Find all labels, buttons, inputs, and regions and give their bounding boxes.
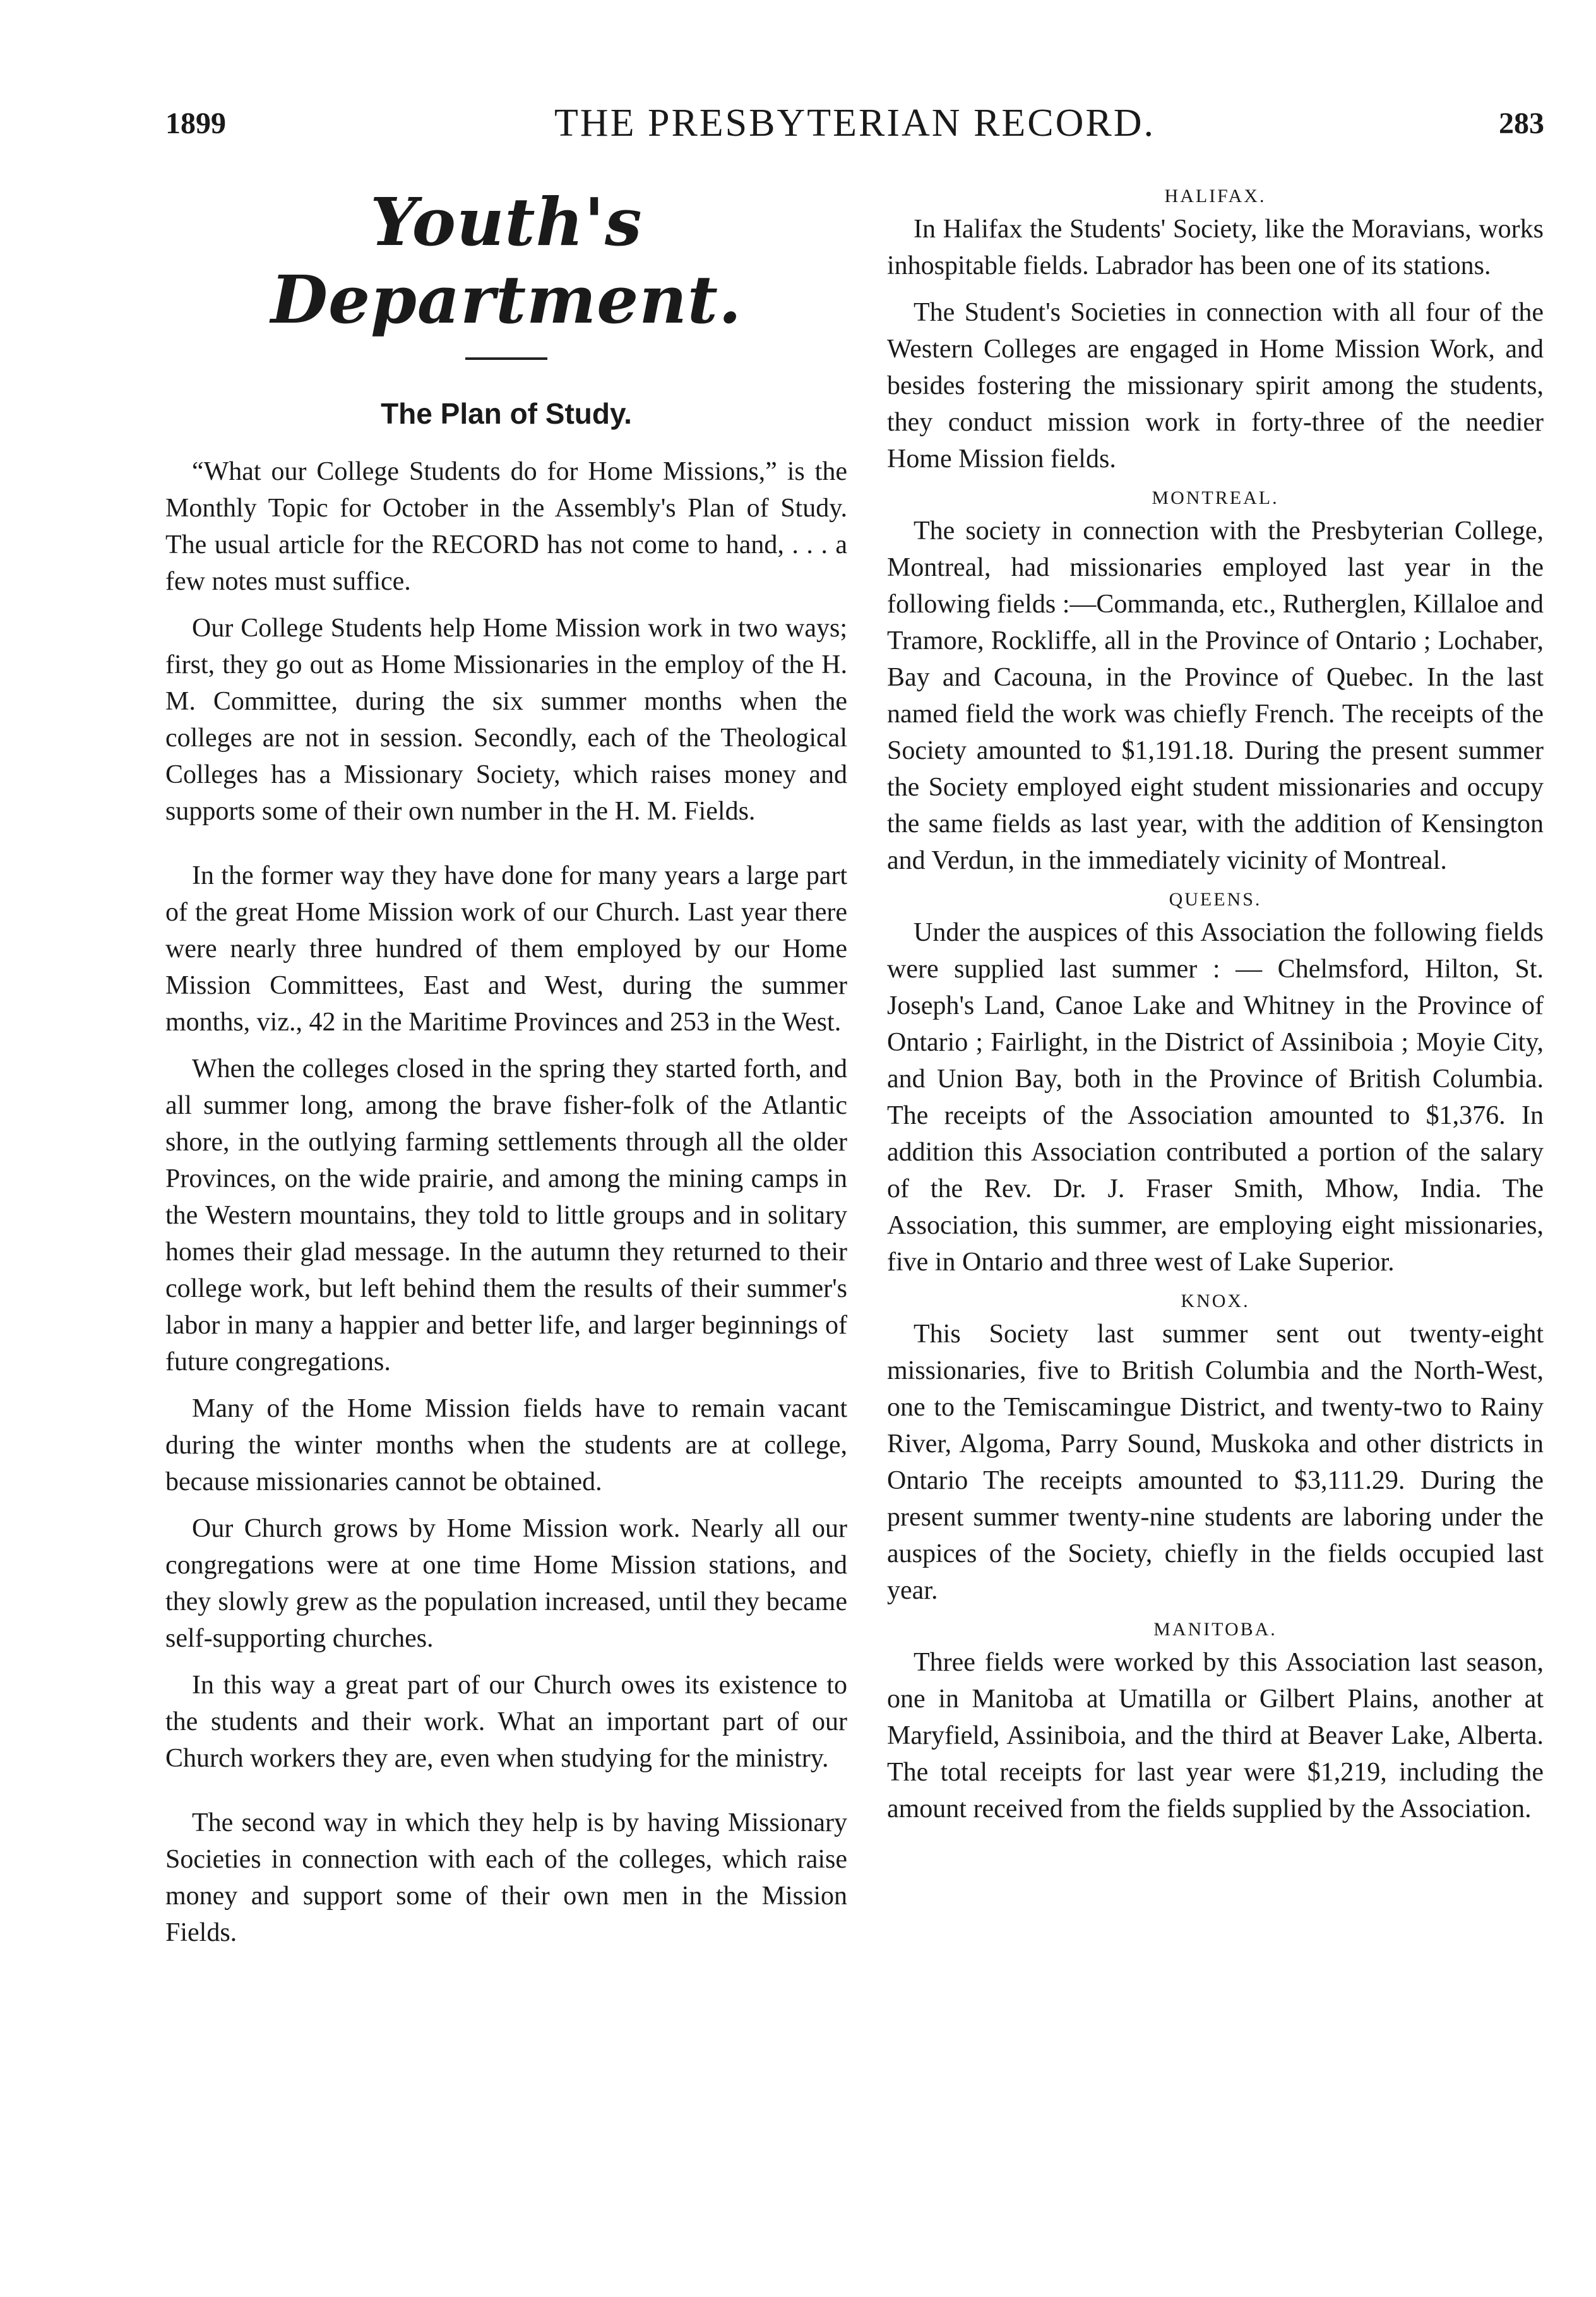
paragraph: Under the auspices of this Association the following fields were supplied last summer : — Chelmsford, Hilton, St. Joseph's Land, Canoe Lake and Whitney in the Province of Ontario ; Fairlight, in the District of Assiniboia ; Moyie City, and Union Bay, both in the Province of British Columbia. The receipts of the Association amounted to $1,376. In addition this Association contributed a portion of the salary of the Rev. Dr. J. Fraser Smith, Mhow, India. The Association, this summer, are employing eight missionaries, five in Ontario and three west of Lake Superior. <box>887 918 1544 1277</box>
paragraph: The Student's Societies in connection with all four of the Western Colleges are engaged in Home Mission Work, and besides fostering the missionary spirit among the students, they conduct mission work in forty-three of the needier Home Mission fields. <box>887 298 1544 474</box>
left-column <box>165 183 847 1961</box>
department-title: Youth's Department. <box>270 183 742 338</box>
title-rule <box>465 357 547 360</box>
paragraph: In Halifax the Students' Society, like the Moravians, works inhospitable fields. Labrador has been one of its stations. <box>887 215 1544 280</box>
paragraph: This Society last summer sent out twenty-eight missionaries, five to British Columbia and the North-West, one to the Temiscamingue District, and twenty-two to Rainy River, Algoma, Parry Sound, Muskoka and other districts in Ontario The receipts amounted to $3,111.29. During the present summer twenty-nine students are laboring under the auspices of the Society, chiefly in the fields occupied last year. <box>887 1320 1544 1605</box>
header-year: 1899 <box>165 107 226 140</box>
subheading-knox: KNOX. <box>1181 1291 1250 1311</box>
subheading-manitoba: MANITOBA. <box>1153 1619 1277 1640</box>
subheading-halifax: HALIFAX. <box>1164 186 1266 206</box>
paragraph: When the colleges closed in the spring they started forth, and all summer long, among the brave fisher-folk of the Atlantic shore, in the outlying farming settlements through all the older Provinces, on the wide prairie, and among the mining camps in the Western mountains, they told to little groups and in solitary homes their glad message. In the autumn they returned to their college work, but left behind them the results of their summer's labor in many a happier and better life, and larger beginnings of future congregations. <box>165 1054 847 1376</box>
paragraph: Our Church grows by Home Mission work. Nearly all our congregations were at one time Home Mission stations, and they slowly grew as the population increased, until they became self-supporting churches. <box>165 1514 847 1653</box>
right-column <box>887 183 1544 1837</box>
header-page-number: 283 <box>1499 107 1544 140</box>
section-title: The Plan of Study. <box>381 397 632 430</box>
paragraph: Three fields were worked by this Association last season, one in Manitoba at Umatilla or Gilbert Plains, another at Maryfield, Assiniboia, and the third at Beaver Lake, Alberta. The total receipts for last year were $1,219, including the amount received from the fields supplied by the Association. <box>887 1648 1544 1823</box>
subheading-queens: QUEENS. <box>1169 889 1262 910</box>
paragraph: In this way a great part of our Church owes its existence to the students and their work. What an important part of our Church workers they are, even when studying for the ministry. <box>165 1671 847 1773</box>
paragraph: In the former way they have done for many years a large part of the great Home Mission work of our Church. Last year there were nearly three hundred of them employed by our Home Mission Committees, East and West, during the summer months, viz., 42 in the Maritime Provinces and 253 in the West. <box>165 861 847 1037</box>
subheading-montreal: MONTREAL. <box>1152 487 1279 508</box>
paragraph: “What our College Students do for Home Missions,” is the Monthly Topic for October in the Assembly's Plan of Study. The usual article for the RECORD has not come to hand, . . . a few notes must suffice. <box>165 457 847 596</box>
paragraph: Our College Students help Home Mission work in two ways; first, they go out as Home Missionaries in the employ of the H. M. Committee, during the six summer months when the colleges are not in session. Secondly, each of the Theological Colleges has a Missionary Society, which raises money and supports some of their own number in the H. M. Fields. <box>165 614 847 826</box>
paragraph: The second way in which they help is by having Missionary Societies in connection with each of the colleges, which raise money and support some of their own men in the Mission Fields. <box>165 1808 847 1947</box>
paragraph: Many of the Home Mission fields have to remain vacant during the winter months when the students are at college, because missionaries cannot be obtained. <box>165 1394 847 1496</box>
paragraph: The society in connection with the Presbyterian College, Montreal, had missionaries employed last year in the following fields :—Commanda, etc., Rutherglen, Killaloe and Tramore, Rockliffe, all in the Province of Ontario ; Lochaber, Bay and Cacouna, in the Province of Quebec. In the last named field the work was chiefly French. The receipts of the Society amounted to $1,191.18. During the present summer the Society employed eight student missionaries and occupy the same fields as last year, with the addition of Kensington and Verdun, in the immediately vicinity of Montreal. <box>887 516 1544 875</box>
header-title: THE PRESBYTERIAN RECORD. <box>554 102 1156 145</box>
running-head <box>165 102 1544 150</box>
